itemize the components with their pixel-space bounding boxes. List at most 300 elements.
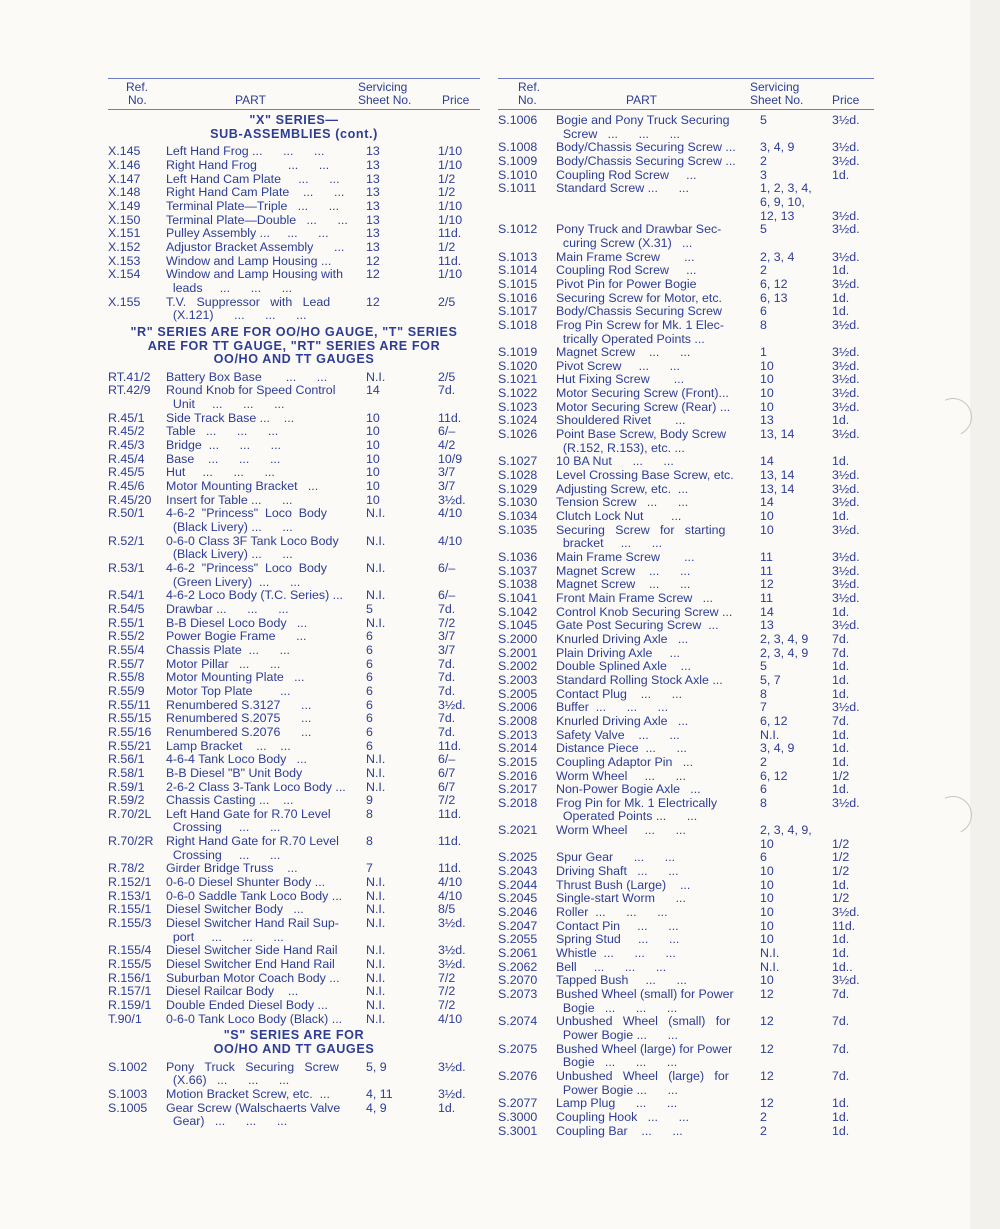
ref-number: S.2055 [498,932,538,947]
servicing-sheet: N.I. [366,970,386,985]
servicing-sheet: 5 [760,659,767,674]
part-description: Motor Mounting Bracket ... [166,479,319,494]
ref-number: R.155/1 [108,902,152,917]
part-description: Gate Post Securing Screw ... [556,618,719,633]
part-description: 10 BA Nut ... ... [556,454,674,469]
ref-number: S.2076 [498,1068,538,1083]
parts-row [108,617,480,631]
servicing-sheet: 11 [760,590,773,605]
price: 7d. [438,601,456,616]
price: 3½d. [438,943,466,958]
parts-row [498,469,874,483]
ref-number: RT.41/2 [108,369,151,384]
price: 4/10 [438,533,463,548]
part-description: Bogie and Pony Truck Securing Screw ... ... ... [556,113,730,141]
part-description: Right Hand Frog ... ... [166,157,330,172]
ref-number: R.54/1 [108,588,145,603]
ref-number: R.55/9 [108,683,145,698]
parts-row [498,674,874,688]
parts-row [108,1088,480,1102]
servicing-sheet: 2 [760,1109,767,1124]
ref-number: S.1005 [108,1100,148,1115]
servicing-sheet: 10 [366,479,380,494]
price: 1d. [832,672,850,687]
price: 1d. [832,946,850,961]
price: 11d. [438,738,462,753]
parts-row [498,1015,874,1042]
price: 4/10 [438,506,463,521]
servicing-sheet: 2 [760,754,767,769]
price: 1d. [832,1109,850,1124]
price: 3½d. [832,386,860,401]
part-description: 0-6-0 Class 3F Tank Loco Body (Black Livery) ... ... [166,533,339,562]
servicing-sheet: 6, 12 [760,276,788,291]
servicing-sheet: 13 [366,185,380,200]
parts-row [108,630,480,644]
ref-number: S.2077 [498,1096,538,1111]
part-description: Lamp Plug ... ... [556,1096,678,1111]
ref-number: R.78/2 [108,861,145,876]
price: 1/10 [438,198,463,213]
part-description: Bushed Wheel (small) for Power Bogie ... ... ... [556,987,734,1015]
price: 6/7 [438,779,456,794]
servicing-sheet: 12 [366,253,380,268]
ref-number: S.1017 [498,304,538,319]
price: 3½d. [832,973,860,988]
part-description: Spur Gear ... ... [556,850,676,865]
servicing-sheet: 11 [760,563,773,578]
ref-number: R.59/2 [108,793,145,808]
part-description: 0-6-0 Tank Loco Body (Black) ... [166,1011,343,1026]
ref-number: R.55/21 [108,738,152,753]
ref-number: S.2001 [498,645,538,660]
part-description: Adjustor Bracket Assembly ... [166,239,345,254]
price: 1d. [832,727,850,742]
ref-number: S.1023 [498,399,538,414]
part-description: Window and Lamp Housing ... [166,253,332,268]
parts-row [108,767,480,781]
parts-row [498,592,874,606]
servicing-sheet: 3 [760,167,767,182]
price: 1d. [832,659,850,674]
ref-number: X.145 [108,144,141,159]
part-description: Terminal Plate—Triple ... ... [166,198,340,213]
ref-number: S.1034 [498,509,538,524]
ref-number: R.45/5 [108,465,145,480]
parts-row [498,373,874,387]
ref-number: S.1020 [498,358,538,373]
part-description: Level Crossing Base Screw, etc. [556,468,734,483]
servicing-sheet: 10 [760,932,774,947]
parts-row [498,647,874,661]
ref-number: R.45/2 [108,424,145,439]
ref-number: S.1021 [498,372,538,387]
price: 3½d. [832,317,860,332]
part-description: Table ... ... ... [166,424,279,439]
parts-row [498,278,874,292]
servicing-sheet: 13 [760,413,774,428]
parts-row [498,851,874,865]
servicing-sheet: 8 [760,317,767,332]
price: 1d. [832,1096,850,1111]
ref-number: S.1010 [498,167,538,182]
parts-row [498,879,874,893]
price: 3½d. [832,495,860,510]
price: 7d. [438,724,456,739]
ref-number: S.1011 [498,181,537,196]
part-description: Front Main Frame Screw ... [556,590,713,605]
price: 1d. [832,741,850,756]
parts-row [108,384,480,411]
ref-number: X.153 [108,253,141,268]
servicing-sheet: 6 [760,304,767,319]
parts-row [498,551,874,565]
price: 3½d. [832,563,860,578]
part-header: PART [626,93,657,107]
ref-number: S.1015 [498,276,538,291]
servicing-sheet: 4, 11 [366,1086,393,1101]
servicing-sheet: 12 [760,1068,774,1083]
ref-number: R.55/7 [108,656,145,671]
price: 3/7 [438,479,456,494]
part-description: Coupling Rod Screw ... [556,167,697,182]
price: 7/2 [438,970,456,985]
servicing-sheet: 10 [366,465,380,480]
parts-row [108,753,480,767]
ref-number: R.55/8 [108,670,145,685]
part-description: Coupling Adaptor Pin ... [556,754,694,769]
part-description: Motion Bracket Screw, etc. ... [166,1086,330,1101]
part-description: Standard Rolling Stock Axle ... [556,672,723,687]
ref-number: S.2005 [498,686,538,701]
part-description: Double Ended Diesel Body ... [166,998,328,1012]
servicing-sheet: 10 [760,891,774,906]
ref-number: S.2000 [498,631,538,646]
parts-row [108,958,480,972]
ref-number: S.1009 [498,153,538,168]
servicing-sheet: 6 [760,850,767,865]
price: 7/2 [438,615,456,630]
servicing-sheet: N.I. [366,916,386,931]
price: 3½d. [832,590,860,605]
price: 7d. [832,1014,850,1029]
servicing-sheet: 8 [366,834,373,849]
ref-number: S.3000 [498,1109,538,1124]
ref-number: R.70/2R [108,834,154,849]
parts-row [498,223,874,250]
part-description: Standard Screw ... ... [556,181,689,196]
price: 1/2 [438,171,456,186]
servicing-sheet: 13, 14 [760,427,795,442]
price: 3½d. [832,577,860,592]
servicing-sheet: 3, 4, 9 [760,741,795,756]
price: 3/7 [438,465,456,480]
servicing-sheet: 6 [366,629,373,644]
price: 3½d. [438,1059,466,1074]
ref-number: S.1038 [498,577,538,592]
sheet-no-header: Sheet No. [750,93,804,107]
price: 7d. [438,711,456,726]
price: 2/5 [438,294,456,309]
parts-row [498,114,874,141]
ref-number: S.1006 [498,113,538,127]
servicing-sheet: 13 [366,212,380,227]
parts-row [498,360,874,374]
parts-row [108,862,480,876]
ref-number: R.58/1 [108,765,145,780]
ref-number: R.45/1 [108,410,145,425]
parts-row [498,524,874,551]
price: 3½d. [438,916,466,931]
part-description: Securing Screw for starting bracket ... ... [556,522,726,551]
servicing-sheet: 5, 9 [366,1059,387,1074]
servicing-sheet: 10 [760,372,774,387]
price: 3½d. [832,427,860,442]
parts-row [108,296,480,323]
ref-number: S.2062 [498,959,538,974]
parts-row [498,483,874,497]
servicing-sheet: 6, 13 [760,290,788,305]
parts-row [498,578,874,592]
price: 3½d. [832,222,860,237]
ref-number: S.2075 [498,1041,538,1056]
parts-row [498,496,874,510]
part-description: Shouldered Rivet ... [556,413,686,428]
part-description: Roller ... ... ... [556,905,668,920]
part-description: Diesel Switcher Hand Rail Sup- port ... ... ... [166,916,339,944]
price: 3½d. [832,550,860,564]
parts-row [498,141,874,155]
parts-row [108,371,480,385]
part-description: Non-Power Bogie Axle ... [556,782,701,797]
servicing-sheet: 8 [760,795,767,810]
price: 7/2 [438,793,456,808]
price: 1/10 [438,144,463,159]
price: 1/2 [438,239,456,254]
servicing-sheet: 4, 9 [366,1100,387,1115]
servicing-sheet: 9 [366,793,373,808]
price: 1d. [832,604,850,619]
ref-number: S.1042 [498,604,538,619]
left-column [108,78,480,1129]
parts-row [108,535,480,562]
servicing-sheet: 10 [760,386,774,401]
parts-row [108,480,480,494]
price: 7d. [832,645,850,660]
parts-row [498,756,874,770]
servicing-sheet: 13, 14 [760,481,795,496]
servicing-sheet: 2 [760,1123,767,1138]
parts-row [108,603,480,617]
price: 7d. [438,383,456,398]
parts-row [108,200,480,214]
parts-row [108,972,480,986]
part-description: Frog Pin Screw for Mk. 1 Elec- trically Operated Points ... [556,317,725,346]
section-heading: "S" SERIES ARE FOR OO/HO AND TT GAUGES [213,1028,375,1056]
price: 7d. [832,631,850,646]
price: 6/– [438,561,456,575]
parts-row [108,466,480,480]
servicing-sheet: 10 [760,973,774,988]
parts-row [498,428,874,455]
ref-number: X.151 [108,226,141,241]
part-description: Power Bogie Frame ... [166,629,307,644]
part-description: Unbushed Wheel (small) for Power Bogie ... ... [556,1014,731,1042]
part-description: Coupling Bar ... ... [556,1123,683,1138]
part-description: Hut Fixing Screw ... [556,372,685,387]
parts-row [498,947,874,961]
parts-row [498,824,874,851]
part-description: Insert for Table ... ... [166,492,293,507]
parts-row [108,740,480,754]
parts-row [108,999,480,1013]
parts-row [108,173,480,187]
price: 11d. [438,806,462,821]
parts-row [498,264,874,278]
servicing-sheet: 10 [760,864,774,879]
ref-number: S.2018 [498,795,538,810]
servicing-sheet: 12 [760,1096,774,1111]
parts-row [108,159,480,173]
ref-number: S.1041 [498,590,538,605]
ref-number: S.1029 [498,481,538,496]
part-description: Pony Truck and Drawbar Sec- curing Screw (X.31) ... [556,222,722,250]
part-header: PART [235,93,266,107]
ref-number: S.1028 [498,468,538,483]
parts-row [108,903,480,917]
ref-number: S.1019 [498,345,538,360]
page-edge [970,0,1000,1229]
part-description: Gear Screw (Walschaerts Valve Gear) ... ... ... [166,1100,341,1129]
ref-number: S.2074 [498,1014,538,1029]
ref-number: S.1003 [108,1086,148,1101]
price: 7d. [438,656,456,671]
part-description: 4-6-2 "Princess" Loco Body (Green Livery) ... ... [166,561,327,589]
price: 7d. [438,670,456,685]
price: 3/7 [438,629,456,644]
parts-row [498,920,874,934]
part-description: Coupling Rod Screw ... [556,263,697,278]
price: 3½d. [832,358,860,373]
ref-number: S.1013 [498,249,538,264]
ref-number: S.1018 [498,317,538,332]
servicing-sheet: N.I. [366,561,386,575]
servicing-sheet: 10 [760,358,774,373]
ref-number: S.2044 [498,877,538,892]
servicing-sheet: 13 [366,239,380,254]
parts-row [108,412,480,426]
ref-number: S.2002 [498,659,538,674]
servicing-sheet: 10 [760,918,774,933]
parts-row [498,783,874,797]
servicing-sheet: N.I. [366,1011,386,1026]
ref-header: Ref. [518,80,541,94]
price: 3½d. [832,468,860,483]
servicing-sheet: 6, 12 [760,768,788,783]
servicing-sheet: 10 [366,492,380,507]
part-description: Diesel Switcher End Hand Rail [166,957,335,972]
part-description: Motor Top Plate ... [166,683,291,698]
ref-number: S.2045 [498,891,538,906]
price: 3½d. [438,492,466,507]
price: 6/– [438,752,456,767]
servicing-sheet: N.I. [366,588,386,603]
part-description: T.V. Suppressor with Lead (X.121) ... ... ... [166,294,331,323]
part-description: Pony Truck Securing Screw (X.66) ... ... ... [166,1059,339,1088]
part-description: Renumbered S.2075 ... [166,711,312,726]
price: 4/10 [438,1011,463,1026]
parts-row [108,255,480,269]
part-description: Motor Securing Screw (Front)... [556,386,729,401]
sheet-no-header: Sheet No. [358,93,412,107]
price: 7/2 [438,984,456,999]
parts-row [108,712,480,726]
part-description: Magnet Screw ... ... [556,345,691,360]
parts-row [108,145,480,159]
part-description: Window and Lamp Housing with leads ... ... ... [166,267,344,295]
servicing-sheet: 10 [760,399,774,414]
servicing-sheet: 6 [366,656,373,671]
parts-row [498,729,874,743]
price: 11d. [438,834,462,849]
ref-number: S.2025 [498,850,538,865]
servicing-sheet: N.I. [366,752,386,767]
price: 3½d. [832,795,860,810]
servicing-sheet: N.I. [366,998,386,1012]
price: 2/5 [438,369,456,384]
parts-row [108,507,480,534]
servicing-sheet: 2, 3, 4 [760,249,795,264]
part-description: Bushed Wheel (large) for Power Bogie ... ... ... [556,1041,733,1070]
parts-row [108,1102,480,1129]
part-description: Tension Screw ... ... [556,495,689,510]
part-description: Unbushed Wheel (large) for Power Bogie ... ... [556,1068,729,1097]
part-description: Body/Chassis Securing Screw [556,304,722,319]
ref-number: X.149 [108,198,141,213]
ref-number: R.45/4 [108,451,145,466]
servicing-sheet: N.I. [366,506,386,521]
ref-number: S.1012 [498,222,538,237]
price: 1d. [438,1100,456,1115]
servicing-sheet: 10 [366,424,380,439]
part-description: Main Frame Screw ... [556,249,695,264]
part-description: B-B Diesel Loco Body ... [166,615,308,630]
price: 1/2 [832,850,850,865]
part-description: 4-6-2 Loco Body (T.C. Series) ... [166,588,343,603]
part-description: Adjusting Screw, etc. ... [556,481,689,496]
price: 1d. [832,782,850,797]
parts-row [498,155,874,169]
parts-row [498,688,874,702]
parts-row [498,1097,874,1111]
part-description: Motor Securing Screw (Rear) ... [556,399,731,414]
part-description: Knurled Driving Axle ... [556,713,689,728]
ref-number: S.1037 [498,563,538,578]
servicing-sheet: N.I. [760,959,780,974]
part-description: 4-6-4 Tank Loco Body ... [166,752,307,767]
price: 1d. [832,509,850,524]
ref-number: S.2016 [498,768,538,783]
part-description: Body/Chassis Securing Screw ... [556,140,736,155]
ref-number: S.2061 [498,946,538,961]
ref-number: X.148 [108,185,141,200]
price: 1/2 [832,864,850,879]
ref-number: R.55/2 [108,629,145,644]
parts-row [108,425,480,439]
ref-number: S.2021 [498,823,538,838]
price: 3½d. [832,140,860,155]
parts-row [108,917,480,944]
